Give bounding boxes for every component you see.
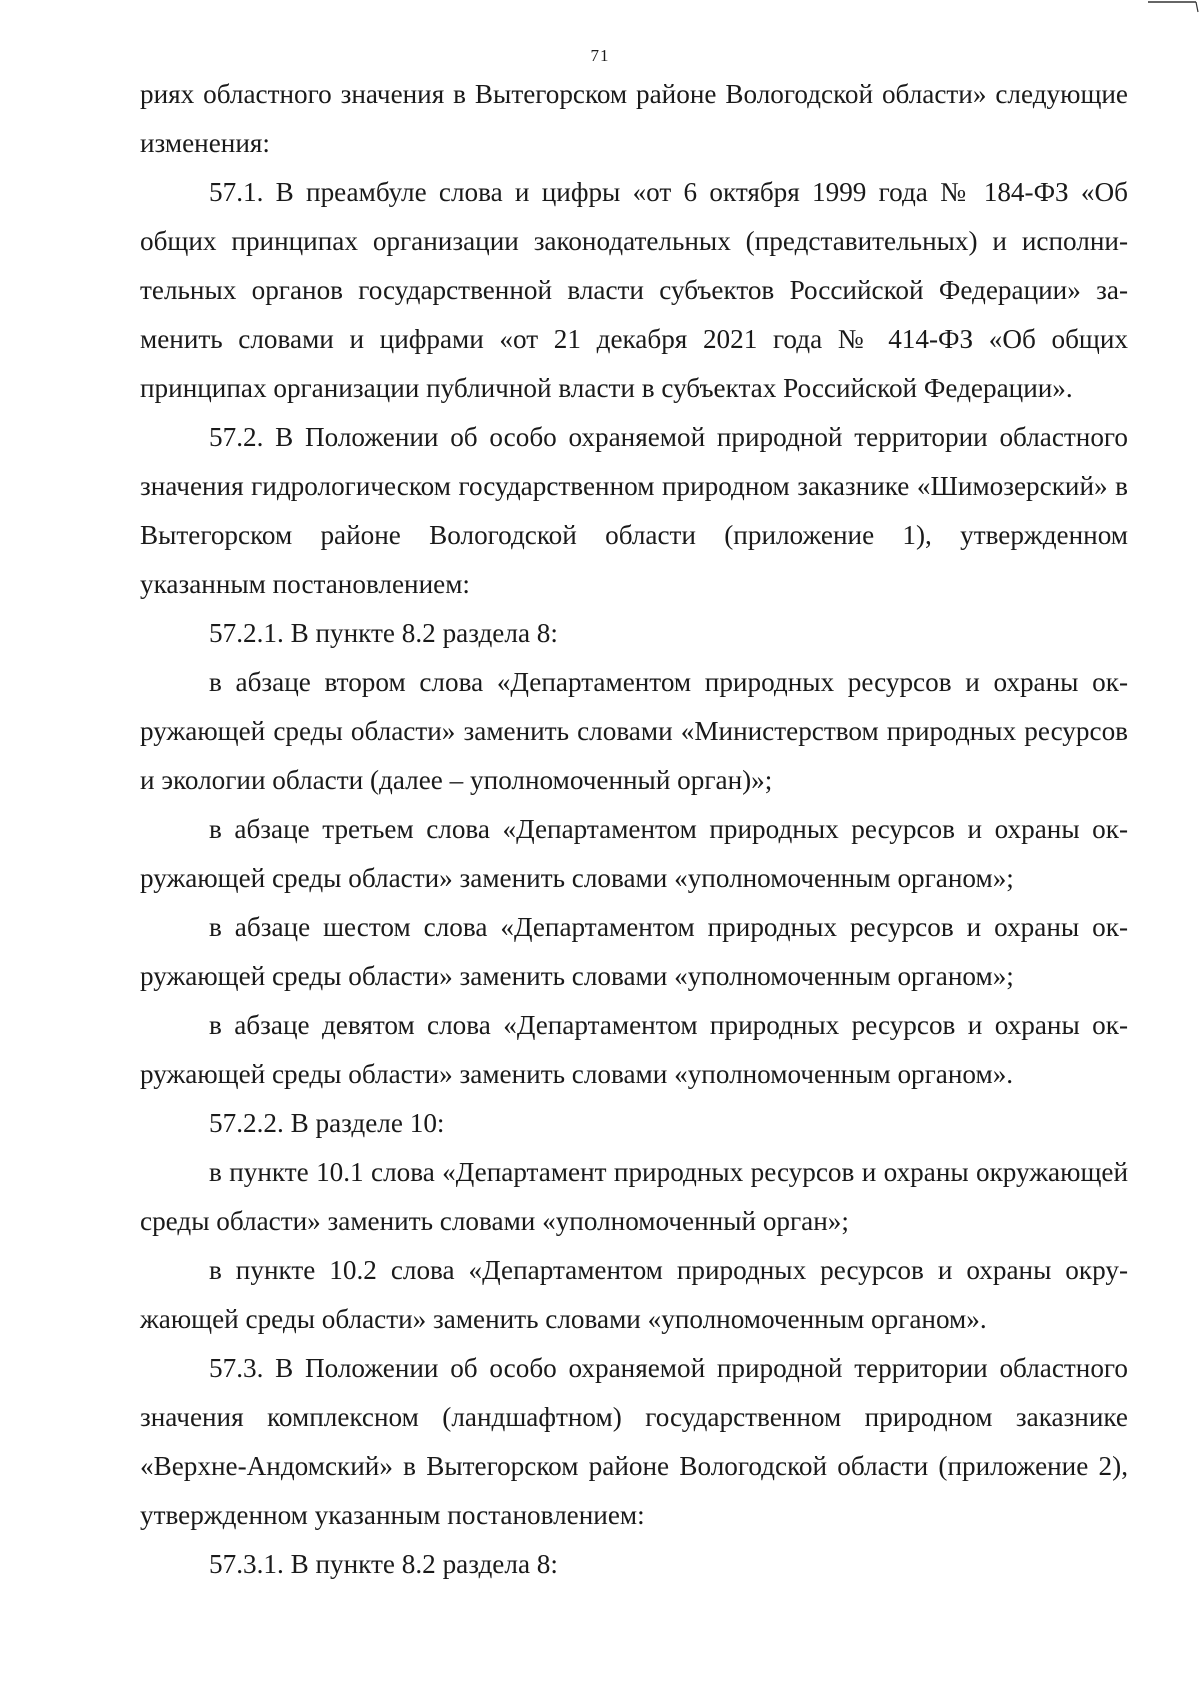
paragraph: риях областного значения в Вытегорском районе Вологодской области» следующие изменения: xyxy=(140,79,1128,158)
paragraph: 57.3.1. В пункте 8.2 раздела 8: xyxy=(209,1549,558,1579)
paragraph: в абзаце шестом слова «Департаментом природных ресурсов и охраны окружающей среды области» заменить словами «уполномоченным органом»; xyxy=(140,912,1128,991)
paragraph: 57.3. В Положении об особо охраняемой природной территории областного значения комплексном (ландшафтном) государственном природном заказнике «Верхне-Андомский» в Вытегорском районе Вологодской области (приложение 2), утвержденном указанным постановлением: xyxy=(140,1353,1128,1530)
paragraph: в пункте 10.1 слова «Департамент природных ресурсов и охраны окружающей среды области» заменить словами «уполномоченный орган»; xyxy=(140,1157,1128,1236)
paragraph: 57.2. В Положении об особо охраняемой природной территории областного значения гидрологическом государственном природном заказнике «Шимозерский» в Вытегорском районе Вологодской области (приложение 1), утвержденном указанным постановлением: xyxy=(140,422,1128,599)
paragraph: 57.2.2. В разделе 10: xyxy=(209,1108,445,1138)
paragraph: в абзаце третьем слова «Департаментом природных ресурсов и охраны окружающей среды области» заменить словами «уполномоченным органом»; xyxy=(140,814,1128,893)
paragraph: 57.1. В преамбуле слова и цифры «от 6 октября 1999 года № 184-ФЗ «Об общих принципах организации законодательных (представительных) и исполнительных органов государственной власти субъектов Российской Федерации» заменить словами и цифрами «от 21 декабря 2021 года № 414-ФЗ «Об общих принципах организации публичной власти в субъектах Российской Федерации». xyxy=(140,177,1128,403)
paragraph: в абзаце девятом слова «Департаментом природных ресурсов и охраны окружающей среды области» заменить словами «уполномоченным органом». xyxy=(140,1010,1128,1089)
paragraph: в пункте 10.2 слова «Департаментом природных ресурсов и охраны окружающей среды области» заменить словами «уполномоченным органом». xyxy=(140,1255,1128,1334)
paragraph: в абзаце втором слова «Департаментом природных ресурсов и охраны окружающей среды области» заменить словами «Министерством природных ресурсов и экологии области (далее – уполномоченный орган)»; xyxy=(140,667,1128,795)
paragraph: 57.2.1. В пункте 8.2 раздела 8: xyxy=(209,618,558,648)
scan-edge-mark xyxy=(1140,0,1200,14)
page-number: 71 xyxy=(590,46,610,65)
document-body xyxy=(140,70,1128,1589)
